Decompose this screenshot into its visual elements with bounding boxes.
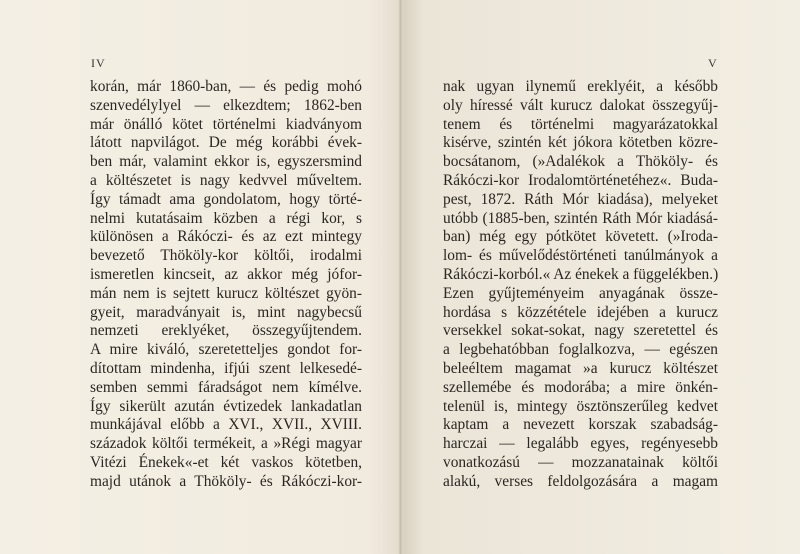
text-line: pest, 1872. Ráth Mór kiadása), melyeket bbox=[443, 190, 718, 208]
text-line: ismeretlen kincseit, az akkor még jófor- bbox=[90, 265, 362, 283]
right-page bbox=[400, 0, 800, 554]
text-line: kisérve, szintén két jókora kötetben közre- bbox=[443, 134, 718, 152]
text-line: versekkel sokat-sokat, nagy szeretettel és bbox=[443, 322, 718, 340]
text-line: nemzeti ereklyéket, összegyűjtendem. bbox=[90, 322, 362, 340]
text-line: mán nem is sejtett kurucz költészet gyön- bbox=[90, 284, 362, 302]
text-line: különösen a Rákóczi- és az ezt mintegy bbox=[90, 228, 362, 246]
text-line: semben semmi fáradságot nem kímélve. bbox=[90, 378, 362, 396]
text-line: beleéltem magamat »a kurucz költészet bbox=[443, 359, 718, 377]
text-line: Rákóczi-kor Irodalomtörténetéhez«. Buda- bbox=[443, 171, 718, 189]
text-line: bevezető Thököly-kor költői, irodalmi bbox=[90, 247, 362, 265]
text-line: a költészetet is nagy kedvvel műveltem. bbox=[90, 171, 362, 189]
text-line: nak ugyan ilynemű ereklyéit, a később bbox=[443, 78, 718, 95]
text-line: harczai — legalább egyes, regényesebb bbox=[443, 435, 718, 453]
text-line: munkájával előbb a XVI., XVII., XVIII. bbox=[90, 416, 362, 434]
text-line: ban) még egy pótkötet követett. (»Iroda- bbox=[443, 228, 718, 246]
right-page-text bbox=[443, 78, 718, 492]
page-number-right: V bbox=[708, 56, 718, 70]
text-line: a legbehatóbban foglalkozva, — egészen bbox=[443, 341, 718, 359]
text-line: Vitézi Énekek«-et két vaskos kötetben, bbox=[90, 453, 362, 471]
text-line: utóbb (1885-ben, szintén Ráth Mór kiadásá- bbox=[443, 209, 718, 227]
text-line: Így támadt ama gondolatom, hogy törté- bbox=[90, 190, 362, 208]
text-line: majd utánok a Thököly- és Rákóczi-kor- bbox=[90, 472, 362, 490]
text-line: századok költői termékeit, a »Régi magyar bbox=[90, 435, 362, 453]
text-line: Rákóczi-korból.« Az énekek a függelékben.) bbox=[443, 265, 719, 283]
text-line: nelmi kutatásaim közben a régi kor, s bbox=[90, 209, 362, 227]
text-line: hordása s közzététele idejében a kurucz bbox=[443, 303, 718, 321]
text-line: ben már, valamint ekkor is, egyszersmind bbox=[90, 153, 362, 171]
text-line: kaptam a nevezett korszak szabadság- bbox=[443, 416, 718, 434]
text-line: Így sikerült azután évtizedek lankadatlan bbox=[90, 397, 362, 415]
page-number-left: IV bbox=[91, 56, 106, 70]
text-line: Ezen gyűjteményeim anyagának össze- bbox=[443, 284, 718, 302]
text-line: korán, már 1860-ban, — és pedig mohó bbox=[90, 78, 362, 95]
text-line: bocsátanom, (»Adalékok a Thököly- és bbox=[443, 153, 718, 171]
text-line: szenvedélylyel — elkezdtem; 1862-ben bbox=[90, 96, 362, 114]
left-page-text bbox=[90, 78, 362, 492]
text-line: szellemébe és modorába; a mire önkén- bbox=[443, 378, 718, 396]
text-line: vonatkozású — mozzanatainak költői bbox=[443, 453, 718, 471]
text-line: tenem és történelmi magyarázatokkal bbox=[443, 115, 718, 133]
text-line: gyeit, maradványait is, mint nagybecsű bbox=[90, 303, 362, 321]
text-line: A mire kiváló, szeretetteljes gondot for- bbox=[90, 341, 362, 359]
text-line: oly híressé vált kurucz dalokat összegyűj- bbox=[443, 96, 718, 114]
text-line: dítottam mindenha, ifjúi szent lelkesedé- bbox=[90, 359, 362, 377]
text-line: látott napvilágot. De még korábbi évek- bbox=[90, 134, 362, 152]
text-line: telenül is, mintegy ösztönszerűleg kedvet bbox=[443, 397, 718, 415]
text-line: lom- és művelődéstörténeti tanúlmányok a bbox=[443, 247, 718, 265]
text-line: már önálló kötet történelmi kiadványom bbox=[90, 115, 362, 133]
text-line: alakú, verses feldolgozására a magam bbox=[443, 472, 718, 490]
